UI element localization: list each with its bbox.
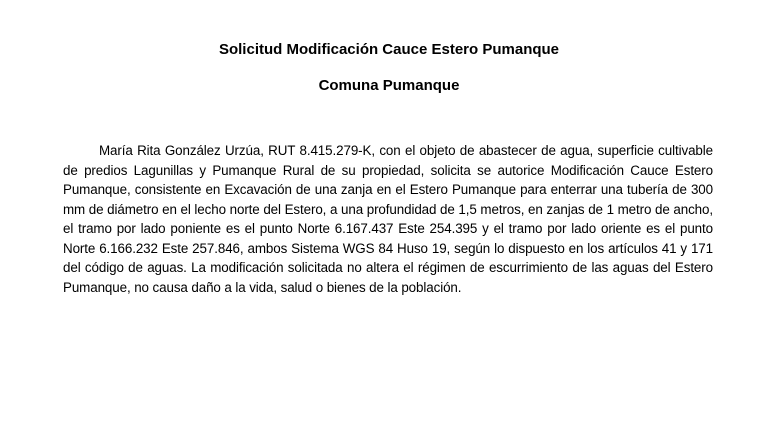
- document-body-paragraph: María Rita González Urzúa, RUT 8.415.279-K, con el objeto de abastecer de agua, superficie cultivable de predios Lagunillas y Pumanque Rural de su propiedad, solicita se autorice Modificación Cauce Estero Pumanque, consistente en Excavación de una zanja en el Estero Pumanque para enterrar una tubería de 300 mm de diámetro en el lecho norte del Estero, a una profundidad de 1,5 metros, en zanjas de 1 metro de ancho, el tramo por lado poniente es el punto Norte 6.167.437 Este 254.395 y el tramo por lado oriente es el punto Norte 6.166.232 Este 257.846, ambos Sistema WGS 84 Huso 19, según lo dispuesto en los artículos 41 y 171 del código de aguas. La modificación solicitada no altera el régimen de escurrimiento de las aguas del Estero Pumanque, no causa daño a la vida, salud o bienes de la población.: [63, 143, 713, 295]
- document-subtitle: Comuna Pumanque: [318, 77, 460, 94]
- document-title: Solicitud Modificación Cauce Estero Pumanque: [218, 41, 560, 58]
